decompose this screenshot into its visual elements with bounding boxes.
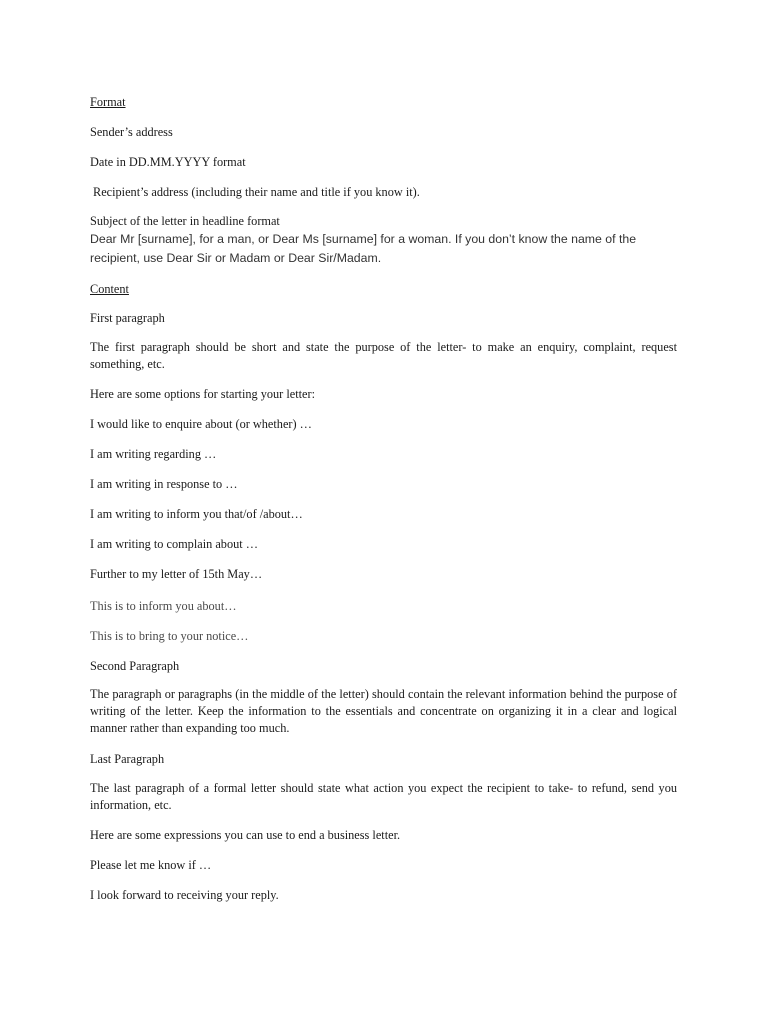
option-item: I am writing to inform you that/of /about…: [90, 507, 303, 521]
senders-address-line: Sender’s address: [90, 125, 173, 139]
subject-line: Subject of the letter in headline format: [90, 214, 280, 228]
second-paragraph-title: Second Paragraph: [90, 659, 180, 673]
first-paragraph-description: The first paragraph should be short and state the purpose of the letter- to make an enquiry, complaint, request something, etc.: [90, 340, 677, 371]
options-intro: Here are some options for starting your letter:: [90, 387, 316, 401]
option-item: Further to my letter of 15th May…: [90, 567, 263, 581]
expression-item: I look forward to receiving your reply.: [90, 888, 279, 902]
document-page: [90, 0, 677, 1024]
expression-item: Please let me know if …: [90, 858, 212, 872]
last-paragraph-description: The last paragraph of a formal letter should state what action you expect the recipient to take- to refund, send you information, etc.: [90, 781, 677, 812]
option-item: I am writing in response to …: [90, 477, 238, 491]
option-item: I am writing regarding …: [90, 447, 217, 461]
option-item: I am writing to complain about …: [90, 537, 259, 551]
second-paragraph-description: The paragraph or paragraphs (in the middle of the letter) should contain the relevant information behind the purpose of writing of the letter. Keep the information to the essentials and concentrate on organizing it in a clear and logical manner rather than expanding too much.: [90, 687, 677, 735]
first-paragraph-title: First paragraph: [90, 311, 165, 325]
salutation-paragraph: Dear Mr [surname], for a man, or Dear Ms [surname] for a woman. If you don’t know the name of the recipient, use Dear Sir or Madam or Dear Sir/Madam.: [90, 232, 637, 265]
date-line: Date in DD.MM.YYYY format: [90, 155, 246, 169]
last-paragraph-title: Last Paragraph: [90, 752, 165, 766]
option-item: This is to inform you about…: [90, 599, 237, 613]
expressions-intro: Here are some expressions you can use to end a business letter.: [90, 828, 401, 842]
option-item: This is to bring to your notice…: [90, 629, 249, 643]
content-heading: Content: [90, 282, 129, 296]
format-heading: Format: [90, 95, 126, 109]
option-item: I would like to enquire about (or whether) …: [90, 417, 312, 431]
recipients-address-line: Recipient’s address (including their name and title if you know it).: [93, 185, 420, 199]
